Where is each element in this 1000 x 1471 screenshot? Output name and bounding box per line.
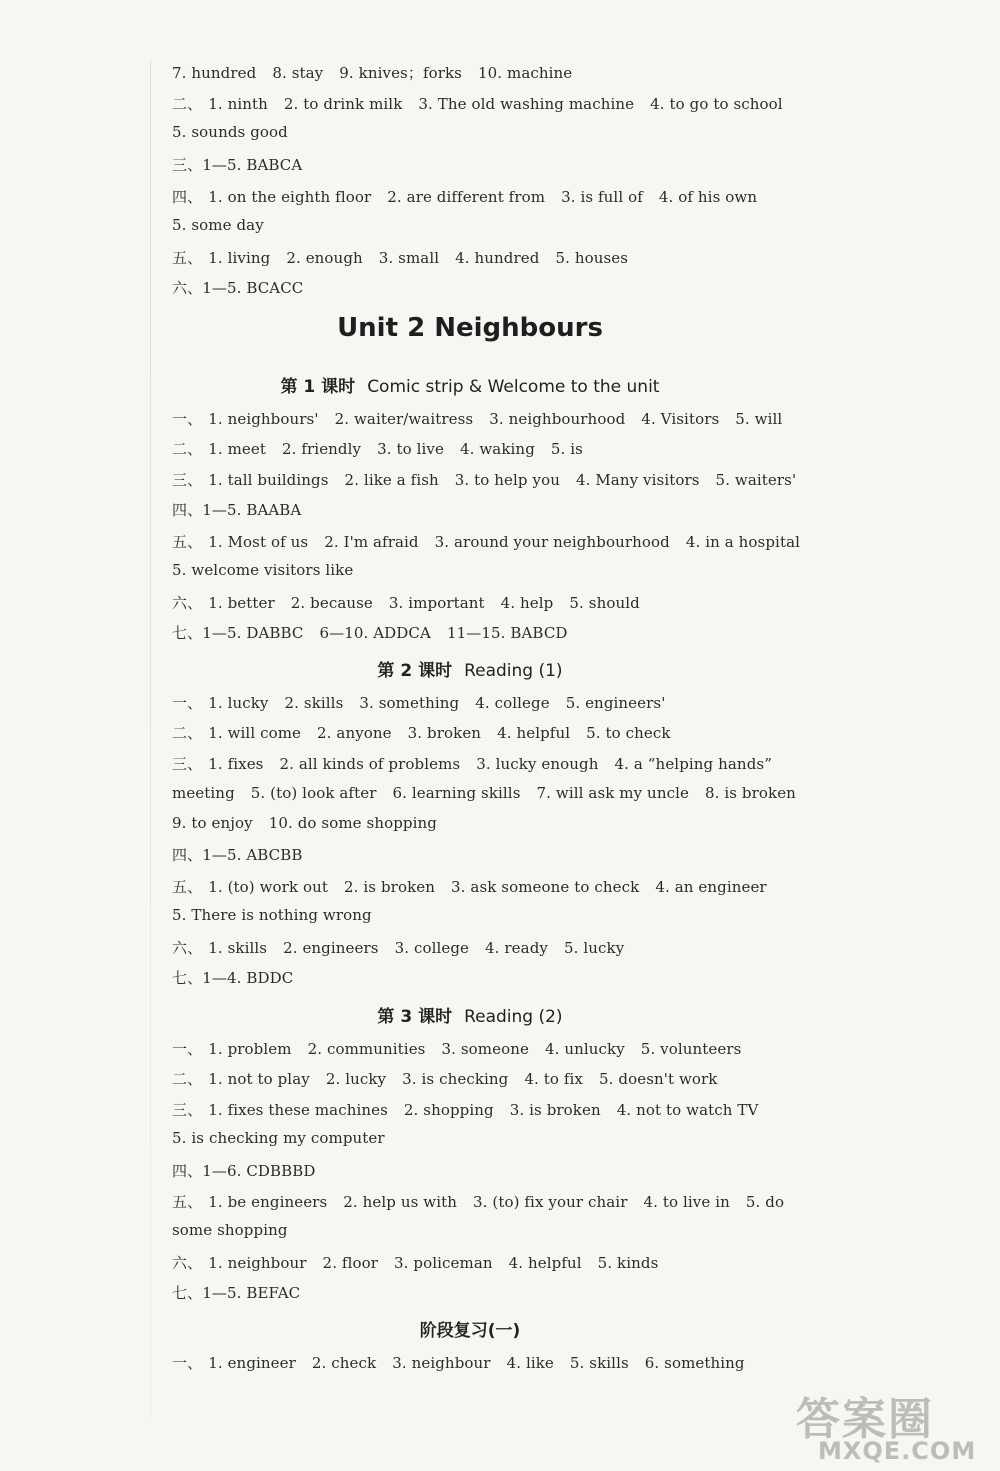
answer-item: 4. to fix: [524, 1070, 583, 1088]
answer-item: 2. all kinds of problems: [279, 755, 461, 773]
answer-item: 3. neighbour: [392, 1354, 491, 1372]
answer-item: 1. skills: [208, 939, 268, 957]
answer-item: 3. broken: [407, 724, 482, 742]
answer-item: 5. welcome visitors like: [172, 561, 354, 579]
section-number: 二、: [172, 724, 203, 742]
answer-line: [172, 753, 772, 774]
answer-item: 1. lucky: [208, 694, 269, 712]
section-number: 二、: [172, 95, 203, 113]
answer-item: 1. be engineers: [208, 1193, 328, 1211]
answer-item: 9. knives；forks: [339, 64, 462, 82]
answer-item: 1. fixes these machines: [208, 1101, 388, 1119]
answer-item: 3. (to) fix your chair: [473, 1193, 628, 1211]
answer-item: 4. Many visitors: [575, 471, 700, 489]
section-number: 二、: [172, 440, 203, 458]
answer-item: 2. engineers: [283, 939, 379, 957]
answer-item: 四、1—5. ABCBB: [172, 846, 303, 864]
answer-item: 2. lucky: [325, 1070, 387, 1088]
answer-item: 4. to live in: [643, 1193, 730, 1211]
answer-item: 七、1—4. BDDC: [172, 969, 294, 987]
answer-line: [172, 784, 796, 802]
section-number: 六、: [172, 939, 203, 957]
answer-line: [172, 876, 767, 897]
section-number: 五、: [172, 1193, 203, 1211]
answer-line: [172, 967, 293, 988]
answer-item: 1. tall buildings: [208, 471, 329, 489]
answer-item: 1. meet: [208, 440, 266, 458]
answer-item: 5. is checking my computer: [172, 1129, 385, 1147]
answer-item: 10. machine: [477, 64, 573, 82]
lesson-heading: [0, 656, 940, 681]
answer-item: 3. is full of: [561, 188, 643, 206]
answer-item: 1. (to) work out: [208, 878, 329, 896]
answer-line: [172, 1160, 316, 1181]
answer-item: 六、1—5. BCACC: [172, 279, 304, 297]
answer-item: 5. is: [550, 440, 583, 458]
answer-item: 5. kinds: [597, 1254, 659, 1272]
lesson-number: 第 2 课时: [377, 661, 453, 681]
answer-line: [172, 692, 665, 713]
answer-line: [172, 561, 353, 579]
section-number: 三、: [172, 755, 203, 773]
answer-line: [172, 1038, 741, 1059]
unit-title: Unit 2 Neighbours: [337, 313, 603, 343]
answer-item: 3. to help you: [454, 471, 560, 489]
lesson-name: Reading (1): [464, 661, 563, 681]
answer-item: 三、1—5. BABCA: [172, 156, 303, 174]
answer-item: 1. not to play: [208, 1070, 310, 1088]
answer-item: 1. on the eighth floor: [208, 188, 372, 206]
answer-item: 2. waiter/waitress: [334, 410, 474, 428]
answer-line: [172, 438, 583, 459]
answer-item: 4. like: [506, 1354, 554, 1372]
section-number: 一、: [172, 1354, 203, 1372]
answer-item: 10. do some shopping: [268, 814, 437, 832]
answer-item: 3. important: [388, 594, 485, 612]
answer-line: [172, 186, 757, 207]
answer-line: [172, 1352, 745, 1373]
section-number: 一、: [172, 410, 203, 428]
answer-line: [172, 722, 671, 743]
answer-item: 4. help: [500, 594, 554, 612]
answer-item: 4. helpful: [497, 724, 571, 742]
answer-item: 5. some day: [172, 216, 264, 234]
answer-line: [172, 62, 572, 83]
answer-item: 5. houses: [555, 249, 629, 267]
answer-item: 4. not to watch TV: [616, 1101, 759, 1119]
answer-item: 9. to enjoy: [172, 814, 253, 832]
answer-line: [172, 277, 303, 298]
answer-item: 1. fixes: [208, 755, 264, 773]
answer-item: 5. doesn't work: [599, 1070, 718, 1088]
answer-item: 2. communities: [307, 1040, 426, 1058]
answer-line: [172, 1191, 784, 1212]
answer-item: 5. to check: [586, 724, 671, 742]
answer-item: 4. helpful: [508, 1254, 582, 1272]
answer-item: 七、1—5. BEFAC: [172, 1284, 301, 1302]
answer-item: 7. will ask my uncle: [536, 784, 689, 802]
answer-item: 四、1—6. CDBBBD: [172, 1162, 316, 1180]
answer-item: 2. enough: [286, 249, 363, 267]
answer-item: 3. college: [394, 939, 470, 957]
answer-item: 1. will come: [208, 724, 302, 742]
answer-item: 1. ninth: [208, 95, 268, 113]
answer-item: 2. like a fish: [344, 471, 439, 489]
answer-line: [172, 469, 796, 490]
answer-line: [172, 622, 568, 643]
answer-item: 4. to go to school: [650, 95, 783, 113]
answer-line: [172, 1252, 658, 1273]
answer-item: 1. Most of us: [208, 533, 309, 551]
answer-item: 5. should: [569, 594, 640, 612]
answer-item: 4. an engineer: [655, 878, 767, 896]
section-number: 五、: [172, 878, 203, 896]
answer-item: 2. because: [290, 594, 373, 612]
answer-item: 2. shopping: [403, 1101, 494, 1119]
answer-item: some shopping: [172, 1221, 288, 1239]
answer-line: [172, 1282, 300, 1303]
answer-line: [172, 93, 783, 114]
section-number: 五、: [172, 249, 203, 267]
answer-item: 4. a “helping hands”: [614, 755, 772, 773]
answer-line: [172, 499, 301, 520]
section-number: 一、: [172, 694, 203, 712]
answer-item: 5. volunteers: [640, 1040, 742, 1058]
lesson-number: 第 3 课时: [377, 1007, 453, 1027]
answer-item: 3. lucky enough: [476, 755, 599, 773]
answer-line: [172, 1099, 758, 1120]
answer-item: 3. something: [359, 694, 460, 712]
answer-item: 5. do: [745, 1193, 785, 1211]
answer-item: 3. policeman: [394, 1254, 493, 1272]
answer-item: 4. hundred: [455, 249, 540, 267]
answer-item: 四、1—5. BAABA: [172, 501, 302, 519]
answer-line: [172, 1068, 718, 1089]
section-number: 四、: [172, 188, 203, 206]
answer-line: [172, 1221, 288, 1239]
answer-item: 5. waiters': [715, 471, 797, 489]
lesson-number: 第 1 课时: [280, 377, 356, 397]
answer-item: 2. anyone: [317, 724, 392, 742]
section-number: 六、: [172, 1254, 203, 1272]
answer-item: 3. small: [378, 249, 440, 267]
answer-item: 1. neighbour: [208, 1254, 307, 1272]
answer-item: 5. lucky: [563, 939, 625, 957]
answer-item: 4. Visitors: [641, 410, 720, 428]
answer-item: 4. unlucky: [544, 1040, 625, 1058]
section-number: 五、: [172, 533, 203, 551]
answer-item: 5. engineers': [565, 694, 666, 712]
answer-item: 1. better: [208, 594, 275, 612]
answer-item: 6. learning skills: [392, 784, 521, 802]
lesson-name: Comic strip & Welcome to the unit: [367, 377, 660, 397]
answer-item: 5. (to) look after: [250, 784, 377, 802]
answer-item: 2. I'm afraid: [324, 533, 419, 551]
review-title: 阶段复习(一): [419, 1321, 521, 1341]
answer-item: 5. skills: [569, 1354, 629, 1372]
answer-item: 1. problem: [208, 1040, 292, 1058]
answer-line: [172, 123, 288, 141]
answer-item: 4. college: [475, 694, 550, 712]
answer-item: 2. is broken: [344, 878, 436, 896]
answer-item: 4. waking: [459, 440, 535, 458]
site-watermark: [790, 1383, 995, 1468]
answer-item: 6—10. ADDCA: [319, 624, 431, 642]
answer-item: 3. ask someone to check: [451, 878, 640, 896]
answer-item: 4. ready: [485, 939, 548, 957]
section-number: 三、: [172, 1101, 203, 1119]
answer-item: 3. is checking: [402, 1070, 509, 1088]
answer-line: [172, 247, 628, 268]
answer-item: 8. stay: [272, 64, 324, 82]
lesson-name: Reading (2): [464, 1007, 563, 1027]
answer-item: 6. something: [644, 1354, 745, 1372]
answer-line: [172, 216, 264, 234]
answer-item: 5. There is nothing wrong: [172, 906, 372, 924]
answer-line: [172, 937, 624, 958]
answer-item: 5. sounds good: [172, 123, 288, 141]
answer-item: 1. living: [208, 249, 271, 267]
section-number: 一、: [172, 1040, 203, 1058]
answer-line: [172, 844, 302, 865]
answer-item: 3. The old washing machine: [418, 95, 635, 113]
answer-line: [172, 814, 437, 832]
answer-line: [172, 154, 302, 175]
answer-item: 7. hundred: [172, 64, 257, 82]
section-number: 三、: [172, 471, 203, 489]
page-margin-line: [150, 60, 151, 1420]
section-number: 二、: [172, 1070, 203, 1088]
lesson-heading: [0, 372, 940, 397]
answer-item: 11—15. BABCD: [446, 624, 568, 642]
answer-item: 七、1—5. DABBC: [172, 624, 304, 642]
answer-item: 3. to live: [377, 440, 444, 458]
answer-item: 2. help us with: [343, 1193, 457, 1211]
answer-item: 1. engineer: [208, 1354, 296, 1372]
answer-line: [172, 1129, 385, 1147]
watermark-logo: 答案圈: [796, 1394, 934, 1445]
answer-item: 3. neighbourhood: [489, 410, 626, 428]
answer-item: 2. skills: [284, 694, 344, 712]
answer-item: 3. around your neighbourhood: [434, 533, 670, 551]
watermark-url: MXQE.COM: [818, 1437, 977, 1465]
section-number: 六、: [172, 594, 203, 612]
answer-line: [172, 531, 800, 552]
review-heading: [0, 1316, 940, 1341]
answer-item: 2. check: [311, 1354, 377, 1372]
lesson-heading: [0, 1002, 940, 1027]
answer-item: 3. is broken: [509, 1101, 601, 1119]
answer-line: [172, 408, 782, 429]
answer-line: [172, 592, 640, 613]
answer-item: 2. to drink milk: [283, 95, 403, 113]
answer-item: 8. is broken: [704, 784, 796, 802]
answer-item: 2. friendly: [282, 440, 362, 458]
answer-item: 2. floor: [322, 1254, 379, 1272]
answer-item: 1. neighbours': [208, 410, 319, 428]
answer-item: 4. of his own: [658, 188, 758, 206]
answer-item: 2. are different from: [387, 188, 546, 206]
answer-line: [172, 906, 372, 924]
answer-item: meeting: [172, 784, 235, 802]
answer-item: 5. will: [735, 410, 783, 428]
answer-item: 3. someone: [441, 1040, 529, 1058]
answer-item: 4. in a hospital: [685, 533, 801, 551]
